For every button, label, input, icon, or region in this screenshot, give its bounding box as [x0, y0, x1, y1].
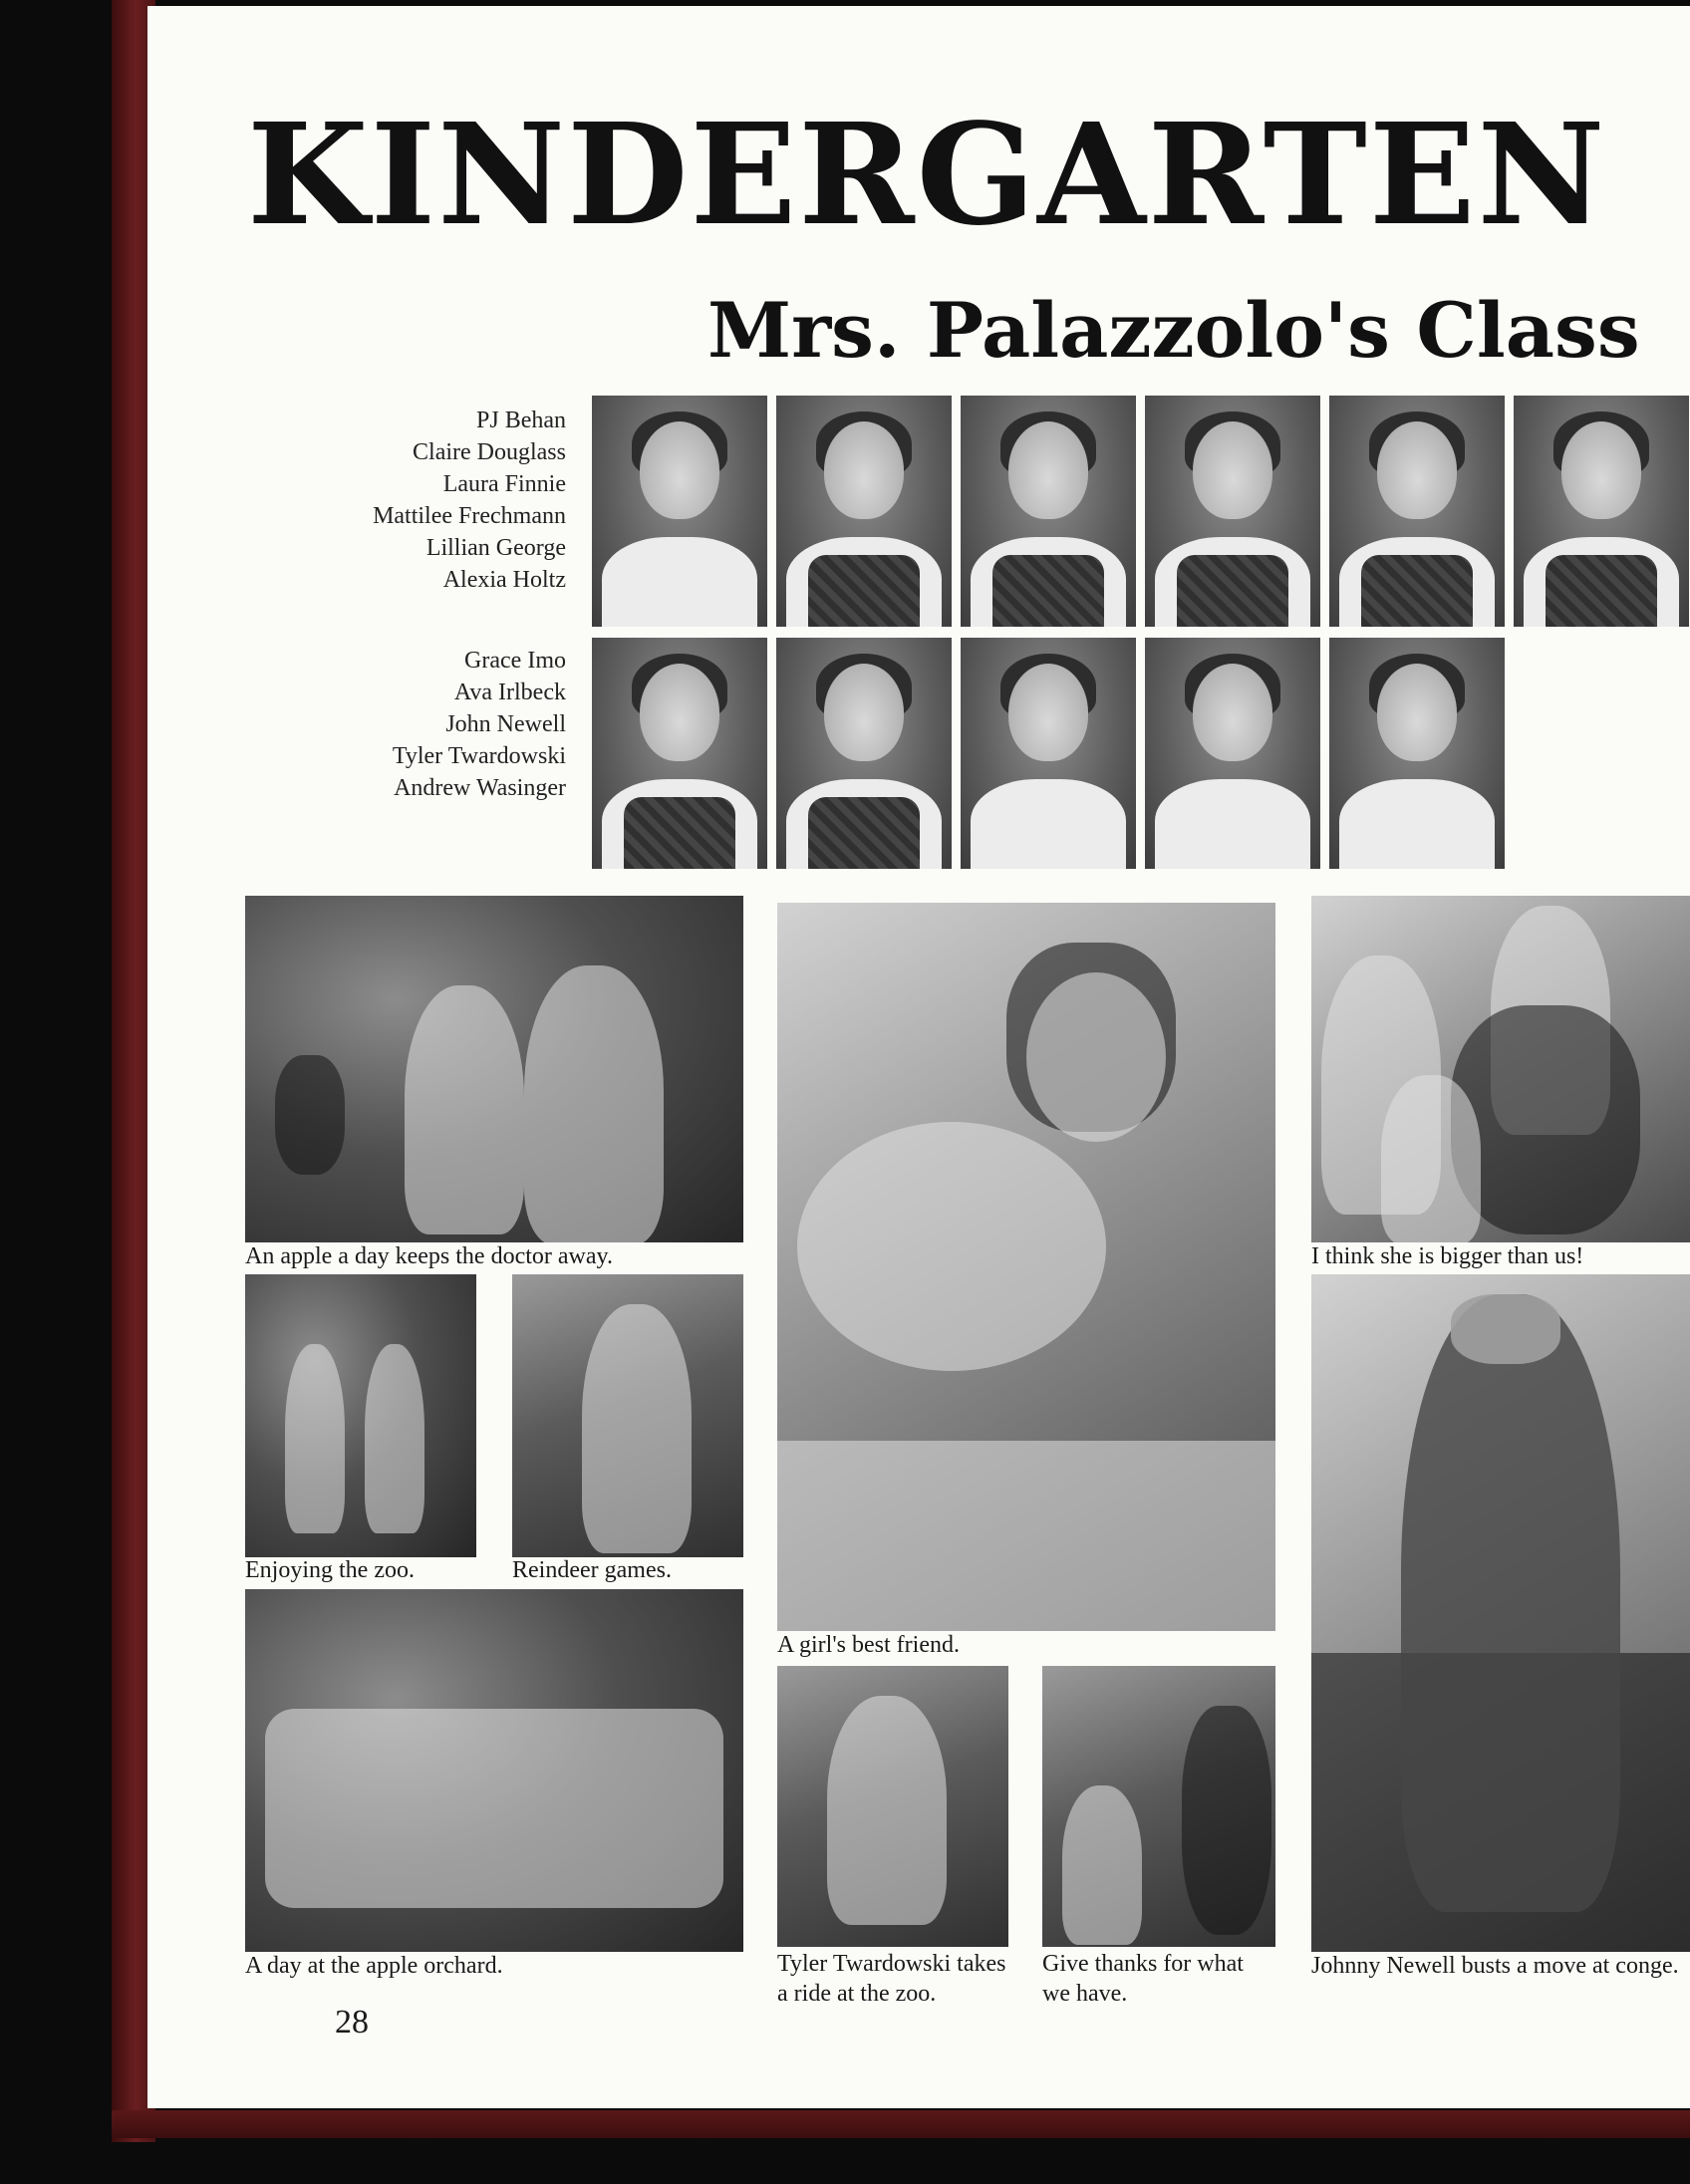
caption-apple: An apple a day keeps the doctor away.	[245, 1243, 613, 1269]
student-portrait	[1145, 638, 1320, 869]
student-name: Mattilee Frechmann	[373, 503, 566, 529]
student-portrait	[592, 638, 767, 869]
student-name: Laura Finnie	[442, 471, 566, 497]
photo-apple-orchard	[245, 1589, 743, 1952]
photo-reindeer-games	[512, 1274, 743, 1557]
student-name: PJ Behan	[476, 408, 566, 433]
photo-girl-with-dog	[777, 903, 1275, 1631]
photo-dance	[1311, 1274, 1690, 1952]
student-name: Grace Imo	[464, 648, 566, 674]
caption-reindeer: Reindeer games.	[512, 1557, 672, 1583]
photo-carousel-ride	[777, 1666, 1008, 1947]
book-binding-bottom	[112, 2110, 1690, 2138]
caption-bigger: I think she is bigger than us!	[1311, 1243, 1584, 1269]
caption-orchard: A day at the apple orchard.	[245, 1953, 503, 1979]
photo-big-dog	[1311, 896, 1690, 1242]
student-portrait	[776, 396, 952, 627]
student-name: Claire Douglass	[413, 439, 566, 465]
caption-ride: Tyler Twardowski takes a ride at the zoo.	[777, 1951, 1006, 2007]
student-name: Ava Irlbeck	[453, 680, 566, 705]
photo-zoo	[245, 1274, 476, 1557]
student-name: Andrew Wasinger	[394, 775, 566, 801]
student-portrait	[1145, 396, 1320, 627]
student-portrait	[1329, 638, 1505, 869]
caption-dance: Johnny Newell busts a move at conge.	[1311, 1953, 1679, 1979]
student-name: Tyler Twardowski	[392, 743, 566, 769]
photo-give-thanks	[1042, 1666, 1275, 1947]
student-portrait	[1514, 396, 1689, 627]
student-portrait	[776, 638, 952, 869]
class-subtitle: Mrs. Palazzolo's Class	[707, 286, 1640, 375]
yearbook-page	[147, 6, 1690, 2108]
roster-names-row-2	[147, 645, 566, 804]
student-name: Lillian George	[425, 535, 566, 561]
page-title: KINDERGARTEN	[247, 94, 1607, 257]
student-portrait	[961, 396, 1136, 627]
student-name: John Newell	[445, 711, 566, 737]
caption-dog: A girl's best friend.	[777, 1632, 960, 1658]
page-number: 28	[335, 2004, 369, 2041]
caption-thanks: Give thanks for what we have.	[1042, 1951, 1244, 2007]
student-portrait	[592, 396, 767, 627]
caption-zoo: Enjoying the zoo.	[245, 1557, 415, 1583]
student-name: Alexia Holtz	[442, 567, 566, 593]
photo-apple-picking	[245, 896, 743, 1242]
roster-names-row-1	[147, 405, 566, 596]
student-portrait	[961, 638, 1136, 869]
student-portrait	[1329, 396, 1505, 627]
